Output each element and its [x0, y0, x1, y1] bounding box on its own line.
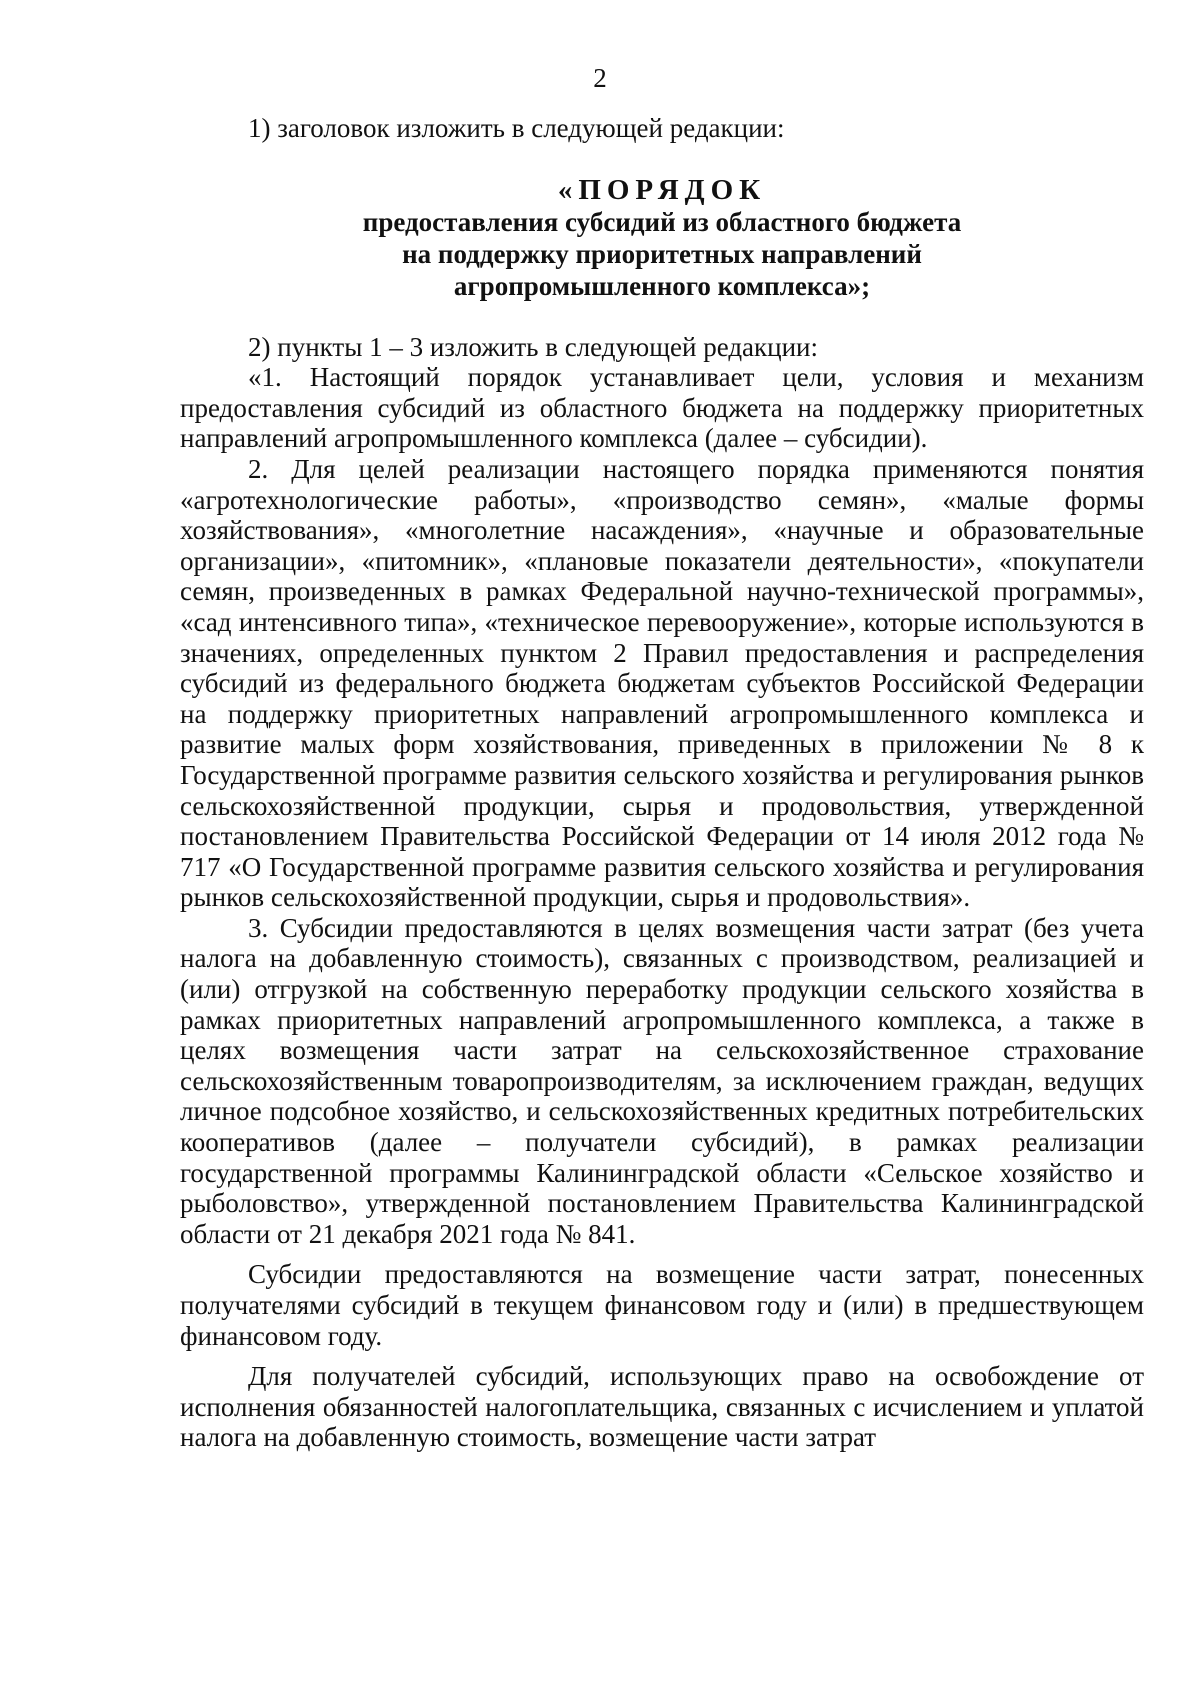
procedure-subtitle-line-3: агропромышленного комплекса»; — [453, 270, 871, 301]
paragraph-point-2: 2. Для целей реализации настоящего порядка применяются понятия «агротехнологические работы», «производство семян», «малые формы хозяйствования», «многолетние насаждения», «научные и образовательные организации», «питомник», «плановые показатели деятельности», «покупатели семян, произведенных в рамках Федеральной научно-технической программы», «сад интенсивного типа», «техническое перевооружение», которые используются в значениях, определенных пунктом 2 Правил предоставления и распределения субсидий из федерального бюджета бюджетам субъектов Российской Федерации на поддержку приоритетных направлений агропромышленного комплекса и развитие малых форм хозяйствования, приведенных в приложении № 8 к Государственной программе развития сельского хозяйства и регулирования рынков сельскохозяйственной продукции, сырья и продовольствия, утвержденной постановлением Правительства Российской Федерации от 14 июля 2012 года № 717 «О Государственной программе развития сельского хозяйства и регулирования рынков сельскохозяйственной продукции, сырья и продовольствия». — [180, 453, 1144, 913]
procedure-subtitle-line-2: на поддержку приоритетных направлений — [402, 238, 922, 269]
document-body — [180, 113, 1144, 1453]
paragraph-point-3: 3. Субсидии предоставляются в целях возмещения части затрат (без учета налога на добавленную стоимость), связанных с производством, реализацией и (или) отгрузкой на собственную переработку продукции сельского хозяйства в рамках приоритетных направлений агропромышленного комплекса, а также в целях возмещения части затрат на сельскохозяйственное страхование сельскохозяйственным товаропроизводителям, за исключением граждан, ведущих личное подсобное хозяйство, и сельскохозяйственных кредитных потребительских кооперативов (далее – получатели субсидий), в рамках реализации государственной программы Калининградской области «Сельское хозяйство и рыболовство», утвержденной постановлением Правительства Калининградской области от 21 декабря 2021 года № 841. — [180, 912, 1144, 1249]
procedure-title: «ПОРЯДОК — [557, 173, 767, 206]
page-number: 2 — [593, 63, 607, 93]
paragraph-point-1: «1. Настоящий порядок устанавливает цели, условия и механизм предоставления субсидий из областного бюджета на поддержку приоритетных направлений агропромышленного комплекса (далее – субсидии). — [180, 362, 1144, 454]
procedure-subtitle-line-1: предоставления субсидий из областного бюджета — [362, 206, 962, 237]
paragraph-subsidy-period: Субсидии предоставляются на возмещение части затрат, понесенных получателями субсидий в текущем финансовом году и (или) в предшествующем финансовом году. — [180, 1259, 1144, 1351]
instruction-points-change: 2) пункты 1 – 3 изложить в следующей редакции: — [248, 331, 819, 362]
instruction-heading-change: 1) заголовок изложить в следующей редакции: — [248, 113, 785, 143]
paragraph-vat-exemption: Для получателей субсидий, использующих право на освобождение от исполнения обязанностей налогоплательщика, связанных с исчислением и уплатой налога на добавленную стоимость, возмещение части затрат — [180, 1361, 1144, 1453]
